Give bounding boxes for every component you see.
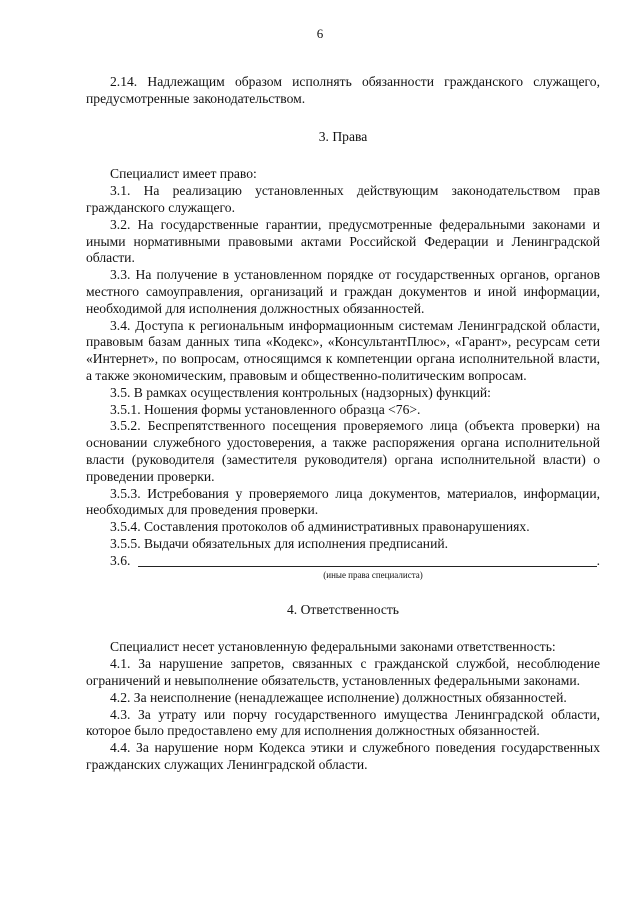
fill-in-line — [138, 565, 596, 567]
paragraph-3-3: 3.3. На получение в установленном порядке от государственных органов, органов местного самоуправления, организаций и граждан документов и иной информации, необходимой для исполнения должностных обязанностей. — [86, 267, 600, 316]
paragraph-4-2: 4.2. За неисполнение (ненадлежащее исполнение) должностных обязанностей. — [110, 689, 567, 705]
paragraph-3-5-3: 3.5.3. Истребования у проверяемого лица документов, материалов, информации, необходимых для проведения проверки. — [86, 485, 600, 518]
document-body — [86, 74, 600, 774]
paragraph-3-1: 3.1. На реализацию установленных действующим законодательством прав гражданского служащего. — [86, 183, 600, 215]
paragraph-4-1: 4.1. За нарушение запретов, связанных с гражданской службой, несоблюдение ограничений и невыполнение обязательств, установленных федеральными законами. — [86, 656, 600, 688]
section-heading-rights: 3. Права — [318, 128, 368, 144]
rights-intro: Специалист имеет право: — [110, 166, 257, 182]
paragraph-3-5-2: 3.5.2. Беспрепятственного посещения проверяемого лица (объекта проверки) на основании служебного удостоверения, а также распоряжения органа исполнительной власти (руководителя (заместителя руководителя) органа исполнительной власти) о проведении проверки. — [86, 418, 600, 484]
section-heading-responsibility: 4. Ответственность — [286, 601, 400, 617]
paragraph-3-4: 3.4. Доступа к региональным информационным системам Ленинградской области, правовым базам данных типа «Кодекс», «КонсультантПлюс», «Гарант», ресурсам сети «Интернет», по вопросам, относящимся к компетенции органа исполнительной власти, а также экономическим, правовым и общественно-политическим вопросам. — [86, 317, 600, 383]
page-number: 6 — [316, 26, 324, 41]
paragraph-3-5-4: 3.5.4. Составления протоколов об административных правонарушениях. — [110, 519, 530, 535]
responsibility-intro: Специалист несет установленную федеральными законами ответственность: — [110, 639, 556, 655]
paragraph-3-6-blank — [86, 553, 600, 570]
paragraph-3-5-1: 3.5.1. Ношения формы установленного образца <76>. — [110, 401, 421, 417]
paragraph-2-14: 2.14. Надлежащим образом исполнять обязанности гражданского служащего, предусмотренные законодательством. — [86, 74, 600, 106]
paragraph-3-5-5: 3.5.5. Выдачи обязательных для исполнения предписаний. — [110, 535, 449, 551]
paragraph-3-5: 3.5. В рамках осуществления контрольных (надзорных) функций: — [110, 384, 491, 400]
paragraph-3-6-number: 3.6. — [110, 552, 131, 568]
paragraph-3-2: 3.2. На государственные гарантии, предусмотренные федеральными законами и иными нормативными правовыми актами Российской Федерации и Ленинградской области. — [86, 216, 600, 266]
paragraph-4-3: 4.3. За утрату или порчу государственного имущества Ленинградской области, которое было предоставлено ему для исполнения должностных обязанностей. — [86, 706, 600, 739]
paragraph-4-4: 4.4. За нарушение норм Кодекса этики и служебного поведения государственных гражданских служащих Ленинградской области. — [86, 740, 600, 772]
fill-in-line-end: . — [596, 552, 600, 568]
fill-in-hint: (иные права специалиста) — [323, 569, 423, 580]
